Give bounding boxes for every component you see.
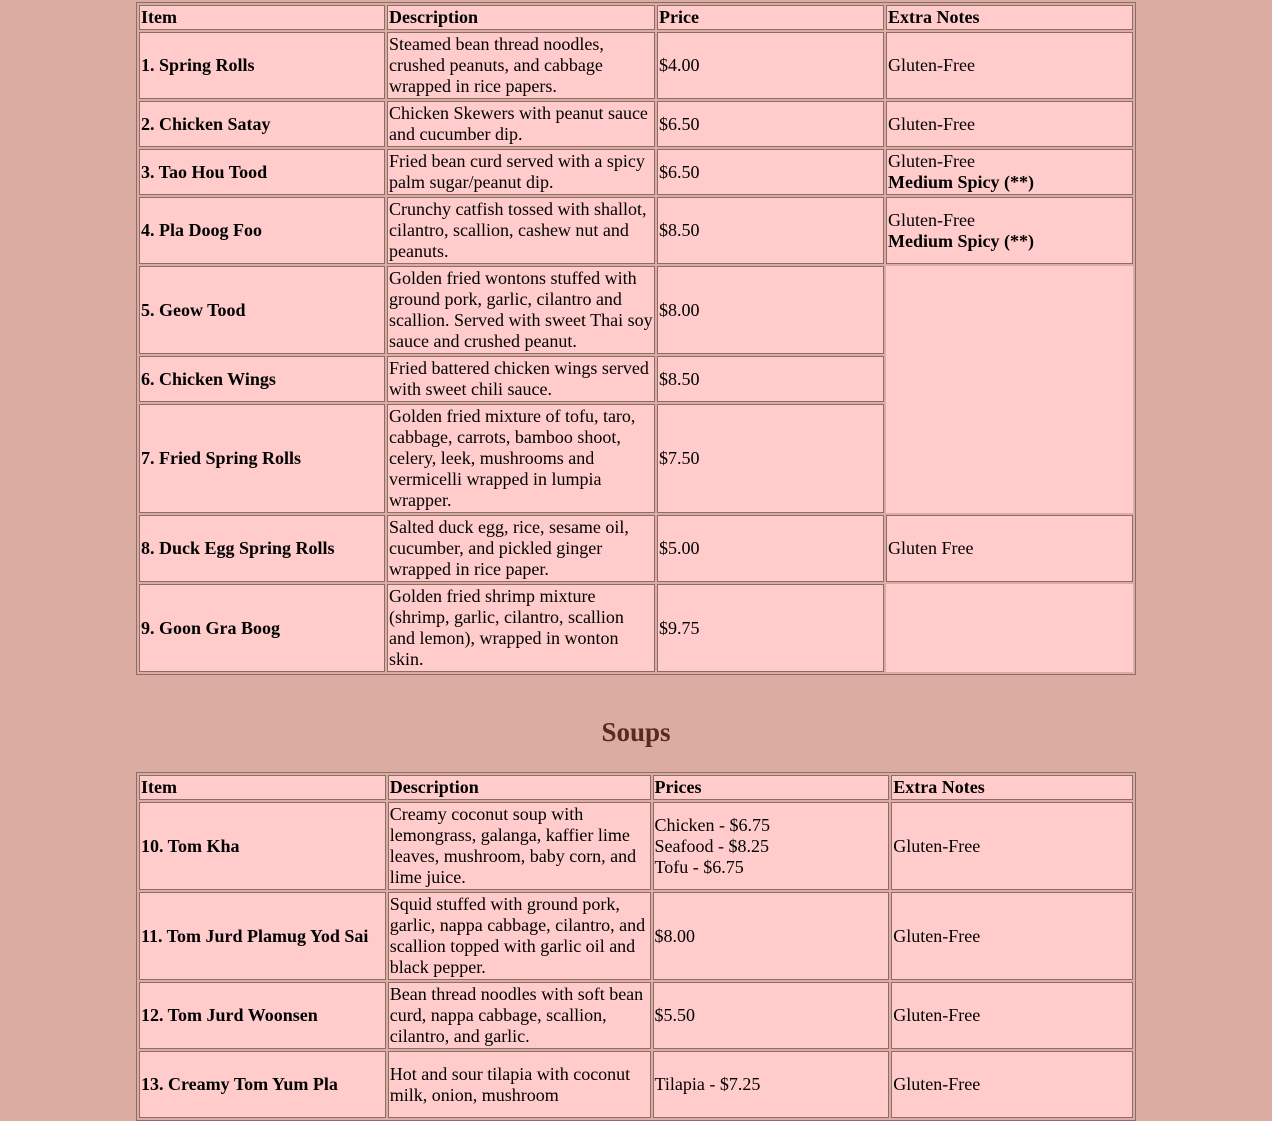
table-row xyxy=(139,802,1133,890)
item-note: Gluten-Free xyxy=(891,892,1133,980)
item-description: Crunchy catfish tossed with shallot, cilantro, scallion, cashew nut and peanuts. xyxy=(387,197,655,264)
item-note: Gluten Free xyxy=(886,515,1133,582)
empty-notes-cell xyxy=(886,266,1133,513)
item-note: Gluten-Free xyxy=(891,802,1133,890)
header-description: Description xyxy=(388,775,651,800)
soups-table xyxy=(136,772,1136,1121)
item-price: $8.00 xyxy=(653,892,890,980)
item-description: Steamed bean thread noodles, crushed peanuts, and cabbage wrapped in rice papers. xyxy=(387,32,655,99)
item-price: $8.50 xyxy=(657,197,884,264)
item-prices-cell xyxy=(653,802,890,890)
spicy-level: Medium Spicy (**) xyxy=(888,172,1034,192)
table-row xyxy=(139,266,1133,354)
item-price: $6.50 xyxy=(657,149,884,195)
item-name: 8. Duck Egg Spring Rolls xyxy=(139,515,385,582)
appetizers-table xyxy=(136,2,1136,675)
item-name: 4. Pla Doog Foo xyxy=(139,197,385,264)
header-price: Price xyxy=(657,5,884,30)
table-row xyxy=(139,32,1133,99)
header-item: Item xyxy=(139,775,386,800)
item-description: Golden fried shrimp mixture (shrimp, garlic, cilantro, scallion and lemon), wrapped in wonton skin. xyxy=(387,584,655,672)
item-notes-cell xyxy=(886,149,1133,195)
item-price: $6.50 xyxy=(657,101,884,147)
item-note: Gluten-Free xyxy=(888,209,975,230)
item-description: Golden fried mixture of tofu, taro, cabbage, carrots, bamboo shoot, celery, leek, mushrooms and vermicelli wrapped in lumpia wrapper. xyxy=(387,404,655,513)
empty-notes-cell xyxy=(886,584,1133,672)
item-description: Fried battered chicken wings served with sweet chili sauce. xyxy=(387,356,655,402)
item-price: $5.00 xyxy=(657,515,884,582)
price-option: Tofu - $6.75 xyxy=(654,856,744,877)
item-name: 3. Tao Hou Tood xyxy=(139,149,385,195)
item-name: 6. Chicken Wings xyxy=(139,356,385,402)
item-name: 5. Geow Tood xyxy=(139,266,385,354)
item-name: 1. Spring Rolls xyxy=(139,32,385,99)
price-option: Chicken - $6.75 xyxy=(654,814,771,835)
item-note: Gluten-Free xyxy=(886,32,1133,99)
price-option: Seafood - $8.25 xyxy=(654,835,770,856)
item-description: Chicken Skewers with peanut sauce and cucumber dip. xyxy=(387,101,655,147)
table-row xyxy=(139,1051,1133,1118)
item-price: $8.00 xyxy=(657,266,884,354)
item-description: Golden fried wontons stuffed with ground pork, garlic, cilantro and scallion. Served with sweet Thai soy sauce and crushed peanut. xyxy=(387,266,655,354)
item-description: Hot and sour tilapia with coconut milk, onion, mushroom xyxy=(388,1051,651,1118)
table-row xyxy=(139,584,1133,672)
header-notes: Extra Notes xyxy=(891,775,1133,800)
table-row xyxy=(139,197,1133,264)
header-notes: Extra Notes xyxy=(886,5,1133,30)
table-header-row xyxy=(139,775,1133,800)
section-title-soups: Soups xyxy=(601,717,671,747)
item-name: 7. Fried Spring Rolls xyxy=(139,404,385,513)
price-option: Tilapia - $7.25 xyxy=(654,1074,761,1094)
table-row xyxy=(139,101,1133,147)
item-price: $5.50 xyxy=(653,982,890,1049)
table-row xyxy=(139,982,1133,1049)
item-description: Creamy coconut soup with lemongrass, galanga, kaffier lime leaves, mushroom, baby corn, and lime juice. xyxy=(388,802,651,890)
table-row xyxy=(139,892,1133,980)
item-name: 10. Tom Kha xyxy=(139,802,386,890)
table-header-row xyxy=(139,5,1133,30)
header-description: Description xyxy=(387,5,655,30)
item-price: $8.50 xyxy=(657,356,884,402)
item-description: Salted duck egg, rice, sesame oil, cucumber, and pickled ginger wrapped in rice paper. xyxy=(387,515,655,582)
item-name: 12. Tom Jurd Woonsen xyxy=(139,982,386,1049)
item-notes-cell xyxy=(886,197,1133,264)
item-name: 13. Creamy Tom Yum Pla xyxy=(139,1051,386,1118)
item-description: Squid stuffed with ground pork, garlic, nappa cabbage, cilantro, and scallion topped with garlic oil and black pepper. xyxy=(388,892,651,980)
item-price: $7.50 xyxy=(657,404,884,513)
item-note: Gluten-Free xyxy=(891,982,1133,1049)
item-description: Bean thread noodles with soft bean curd, nappa cabbage, scallion, cilantro, and garlic. xyxy=(388,982,651,1049)
item-name: 2. Chicken Satay xyxy=(139,101,385,147)
item-name: 9. Goon Gra Boog xyxy=(139,584,385,672)
item-note: Gluten-Free xyxy=(888,151,975,171)
item-note: Gluten-Free xyxy=(886,101,1133,147)
item-note: Gluten-Free xyxy=(891,1051,1133,1118)
item-name: 11. Tom Jurd Plamug Yod Sai xyxy=(139,892,386,980)
table-row xyxy=(139,149,1133,195)
item-price: $9.75 xyxy=(657,584,884,672)
spicy-level: Medium Spicy (**) xyxy=(888,230,1034,251)
item-prices-cell xyxy=(653,1051,890,1118)
item-price: $4.00 xyxy=(657,32,884,99)
table-row xyxy=(139,515,1133,582)
item-description: Fried bean curd served with a spicy palm sugar/peanut dip. xyxy=(387,149,655,195)
header-price: Prices xyxy=(653,775,890,800)
header-item: Item xyxy=(139,5,385,30)
